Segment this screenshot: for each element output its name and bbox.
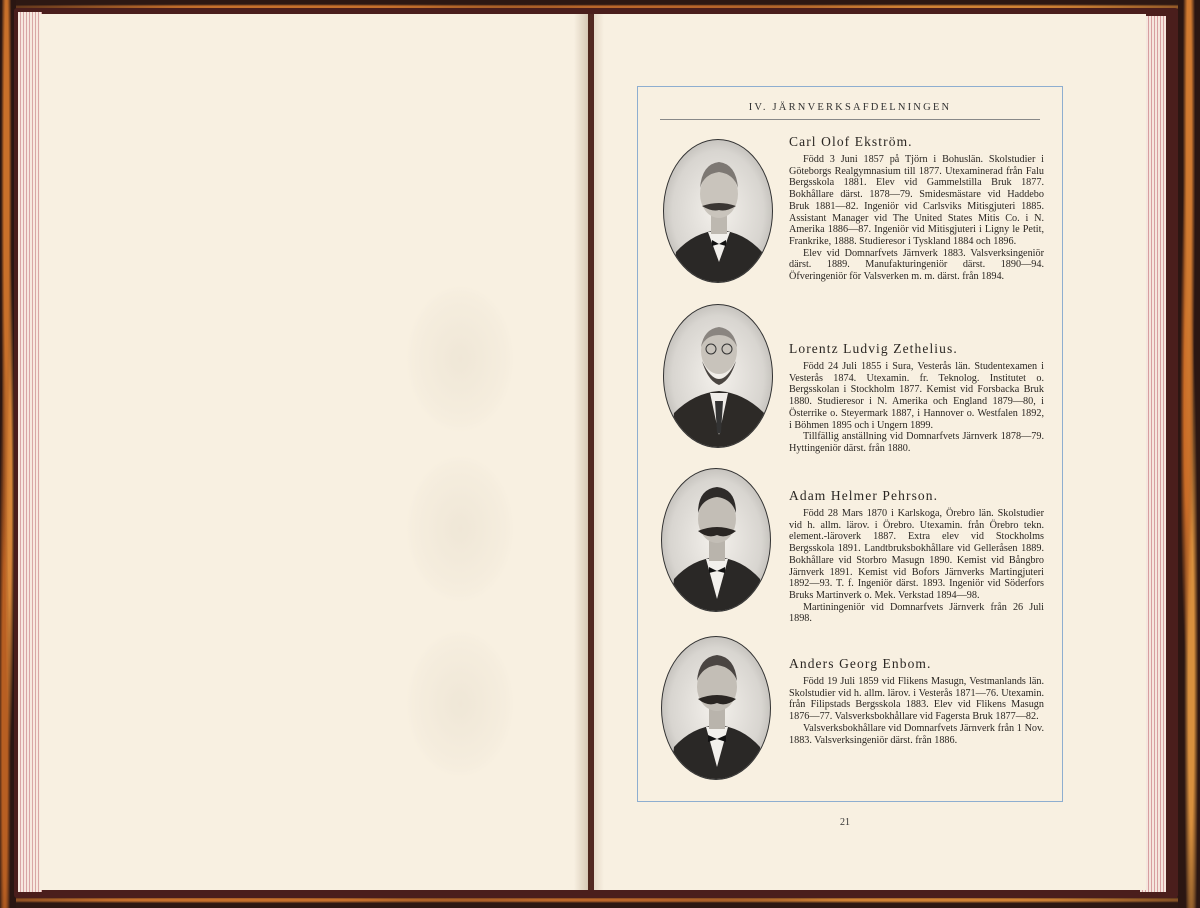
biography-paragraph: Valsverksbokhållare vid Domnarfvets Järnverk från 1 Nov. 1883. Valsverksingeniör därst. från 1886.	[789, 722, 1044, 746]
marbled-endpaper-right	[1178, 0, 1200, 908]
biography-entry	[789, 656, 1044, 746]
person-name: Anders Georg Enbom.	[789, 656, 932, 671]
show-through-portrait	[405, 629, 515, 779]
show-through-portrait	[405, 284, 515, 434]
person-name: Lorentz Ludvig Zethelius.	[789, 341, 958, 356]
portrait-photo	[663, 304, 773, 448]
portrait-photo	[661, 468, 771, 612]
show-through-portrait	[405, 454, 515, 604]
biography-paragraph: Född 28 Mars 1870 i Karlskoga, Örebro län. Skolstudier vid h. allm. lärov. i Örebro. Utexamin. från Örebro tekn. element.-läroverk 1887. Extra elev vid Stockholms Bergsskola 1891. Landtbruksbokhållare vid Gelleråsen 1889. Bokhållare vid Storbro Masugn 1890. Kemist vid Bångbro Järnverk 1891. Kemist vid Bofors Järnverks Martingjuteri 1892—93. T. f. Ingeniör därst. 1893. Ingeniör vid Söderfors Bruks Martinverk o. Mek. Verkstad 1894—98.	[789, 508, 1044, 601]
header-rule	[660, 119, 1040, 120]
page-number: 21	[840, 817, 850, 828]
biography-paragraph: Född 3 Juni 1857 på Tjörn i Bohuslän. Skolstudier i Göteborgs Realgymnasium till 1877. Utexaminerad från Falu Bergsskola 1881. Elev vid Gammelstilla Bruk 1877. Bokhållare därst. 1878—79. Smidesmästare vid Haddebo Bruk 1881—82. Ingeniör vid Carlsviks Mitisgjuteri 1885. Assistant Manager vid The United States Mitis Co. i N. Amerika 1886—87. Ingeniör vid Mitisgjuteri i Ligny le Petit, Frankrike, 1888. Studieresor i Tyskland 1884 och 1896.	[789, 154, 1044, 247]
biography-paragraph: Martiningeniör vid Domnarfvets Järnverk från 26 Juli 1898.	[789, 601, 1044, 625]
portrait-photo	[661, 636, 771, 780]
book-gutter	[574, 14, 604, 890]
person-name: Adam Helmer Pehrson.	[789, 488, 939, 503]
biography-paragraph: Tillfällig anställning vid Domnarfvets Järnverk 1878—79. Hyttingeniör därst. från 1880.	[789, 431, 1044, 454]
biography-entry	[789, 134, 1044, 283]
biography-paragraph: Född 19 Juli 1859 vid Flikens Masugn, Vestmanlands län. Skolstudier vid h. allm. lärov. i Vesterås 1871—76. Utexamin. från Filipstads Bergsskola 1883. Elev vid Flikens Masugn 1876—77. Valsverksbokhållare vid Fagersta Bruk 1877—82.	[789, 676, 1044, 723]
biography-entry	[789, 341, 1044, 455]
biography-entry	[789, 488, 1044, 625]
person-name: Carl Olof Ekström.	[789, 134, 913, 149]
biography-paragraph: Elev vid Domnarfvets Järnverk 1883. Valsverksingeniör därst. 1889. Manufakturingeniör därst. 1890—94. Öfveringeniör för Valsverken m. m. därst. från 1894.	[789, 247, 1044, 283]
biography-paragraph: Född 24 Juli 1855 i Sura, Vesterås län. Studentexamen i Vesterås 1874. Utexamin. fr. Teknolog. Institutet o. Bergsskolan i Stockholm 1877. Kemist vid Forsbacka Bruk 1880. Studieresor i N. Amerika och England 1879—80, i Österrike o. Steyermark 1887, i Hannover o. Westfalen 1892, i Böhmen 1895 och i Ungern 1899.	[789, 361, 1044, 431]
running-header: IV. JÄRNVERKSAFDELNINGEN	[748, 102, 952, 113]
portrait-photo	[663, 139, 773, 283]
left-page-blank	[40, 14, 588, 890]
page-edges-left	[18, 12, 42, 892]
